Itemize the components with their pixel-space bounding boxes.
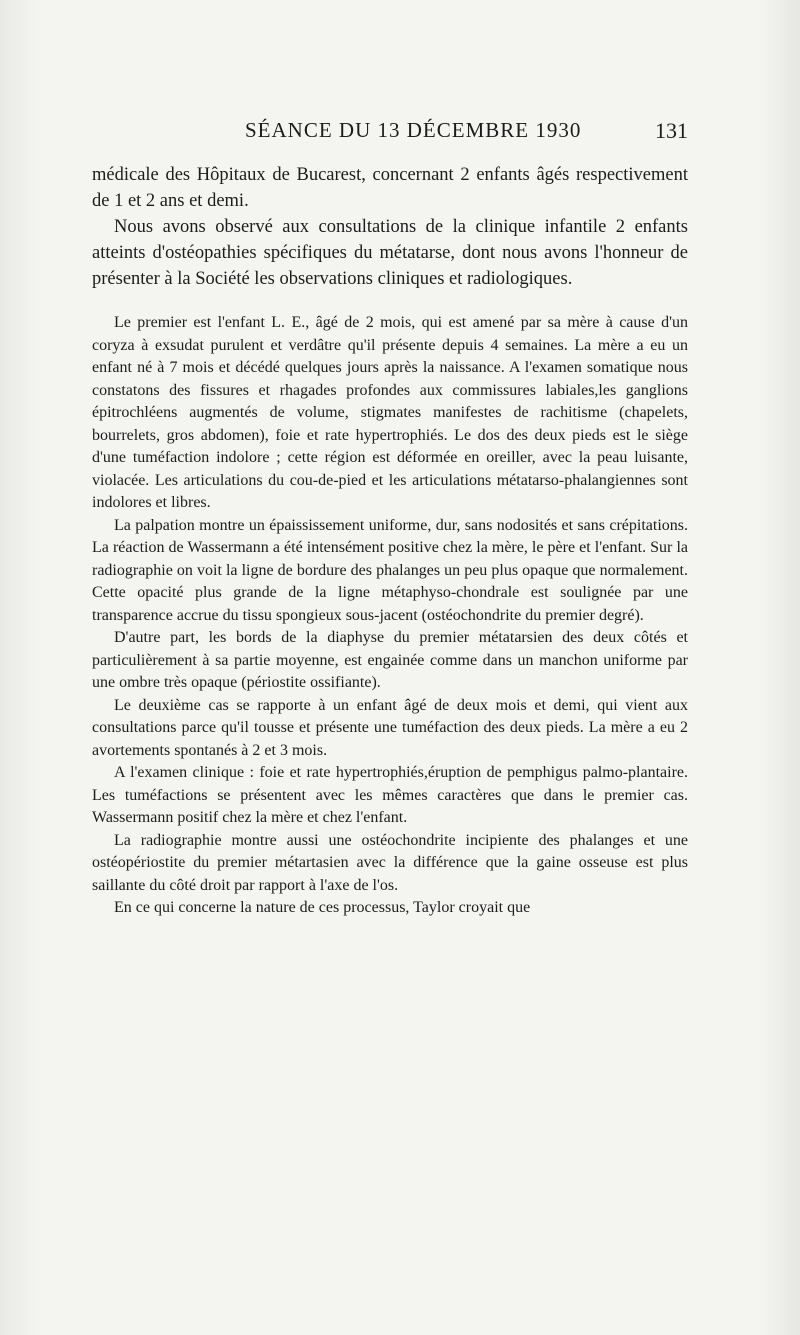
paragraph: La palpation montre un épaississement uniforme, dur, sans nodosités et sans crépitations. La réaction de Wassermann a été intensément positive chez la mère, le père et l'enfant. Sur la radiographie on voit la ligne de bordure des phalanges un peu plus opaque que normalement. Cette opacité plus grande de la ligne métaphyso-chondrale est soulignée par une transparence accrue du tissu spongieux sous-jacent (ostéochondrite du premier degré).	[92, 516, 688, 624]
paragraph: Le premier est l'enfant L. E., âgé de 2 mois, qui est amené par sa mère à cause d'un coryza à exsudat purulent et verdâtre qu'il présente depuis 4 semaines. La mère a eu un enfant né à 7 mois et décédé quelques jours après la naissance. A l'examen somatique nous constatons des fissures et rhagades profondes aux commissures labiales,les ganglions épitrochléens augmentés de volume, stigmates manifestes de rachitisme (chapelets, bourrelets, gros abdomen), foie et rate hypertrophiés. Le dos des deux pieds est le siège d'une tuméfaction indolore ; cette région est déformée en oreiller, avec la peau luisante, violacée. Les articulations du cou-de-pied et les articulations métatarso-phalangiennes sont indolores et libres.	[92, 314, 688, 511]
paragraph: A l'examen clinique : foie et rate hypertrophiés,éruption de pemphigus palmo-plantaire. Les tuméfactions se présentent avec les mêmes caractères que dans le premier cas. Wassermann positif chez la mère et chez l'enfant.	[92, 764, 688, 826]
case-reports-block	[92, 312, 688, 920]
paragraph: Le deuxième cas se rapporte à un enfant âgé de deux mois et demi, qui vient aux consultations parce qu'il tousse et présente une tuméfaction des deux pieds. La mère a eu 2 avortements spontanés à 2 et 3 mois.	[92, 696, 688, 759]
running-title: SÉANCE DU 13 DÉCEMBRE 1930	[245, 118, 582, 142]
paragraph: médicale des Hôpitaux de Bucarest, concernant 2 enfants âgés respectivement de 1 et 2 ans et demi.	[92, 165, 688, 211]
paragraph: La radiographie montre aussi une ostéochondrite incipiente des phalanges et une ostéopériostite du premier métartasien avec la différence que la gaine osseuse est plus saillante du côté droit par rapport à l'axe de l'os.	[92, 831, 688, 894]
paragraph: Nous avons observé aux consultations de la clinique infantile 2 enfants atteints d'ostéopathies spécifiques du métatarse, dont nous avons l'honneur de présenter à la Société les observations cliniques et radiologiques.	[92, 217, 688, 289]
large-text-block	[92, 162, 688, 292]
body-text	[92, 162, 688, 920]
page-header	[92, 118, 688, 158]
page-number: 131	[655, 118, 688, 143]
paragraph: D'autre part, les bords de la diaphyse du premier métatarsien des deux côtés et particulièrement à sa partie moyenne, est engainée comme dans un manchon uniforme par une ombre très opaque (périostite ossifiante).	[92, 629, 688, 691]
paragraph: En ce qui concerne la nature de ces processus, Taylor croyait que	[114, 899, 531, 916]
